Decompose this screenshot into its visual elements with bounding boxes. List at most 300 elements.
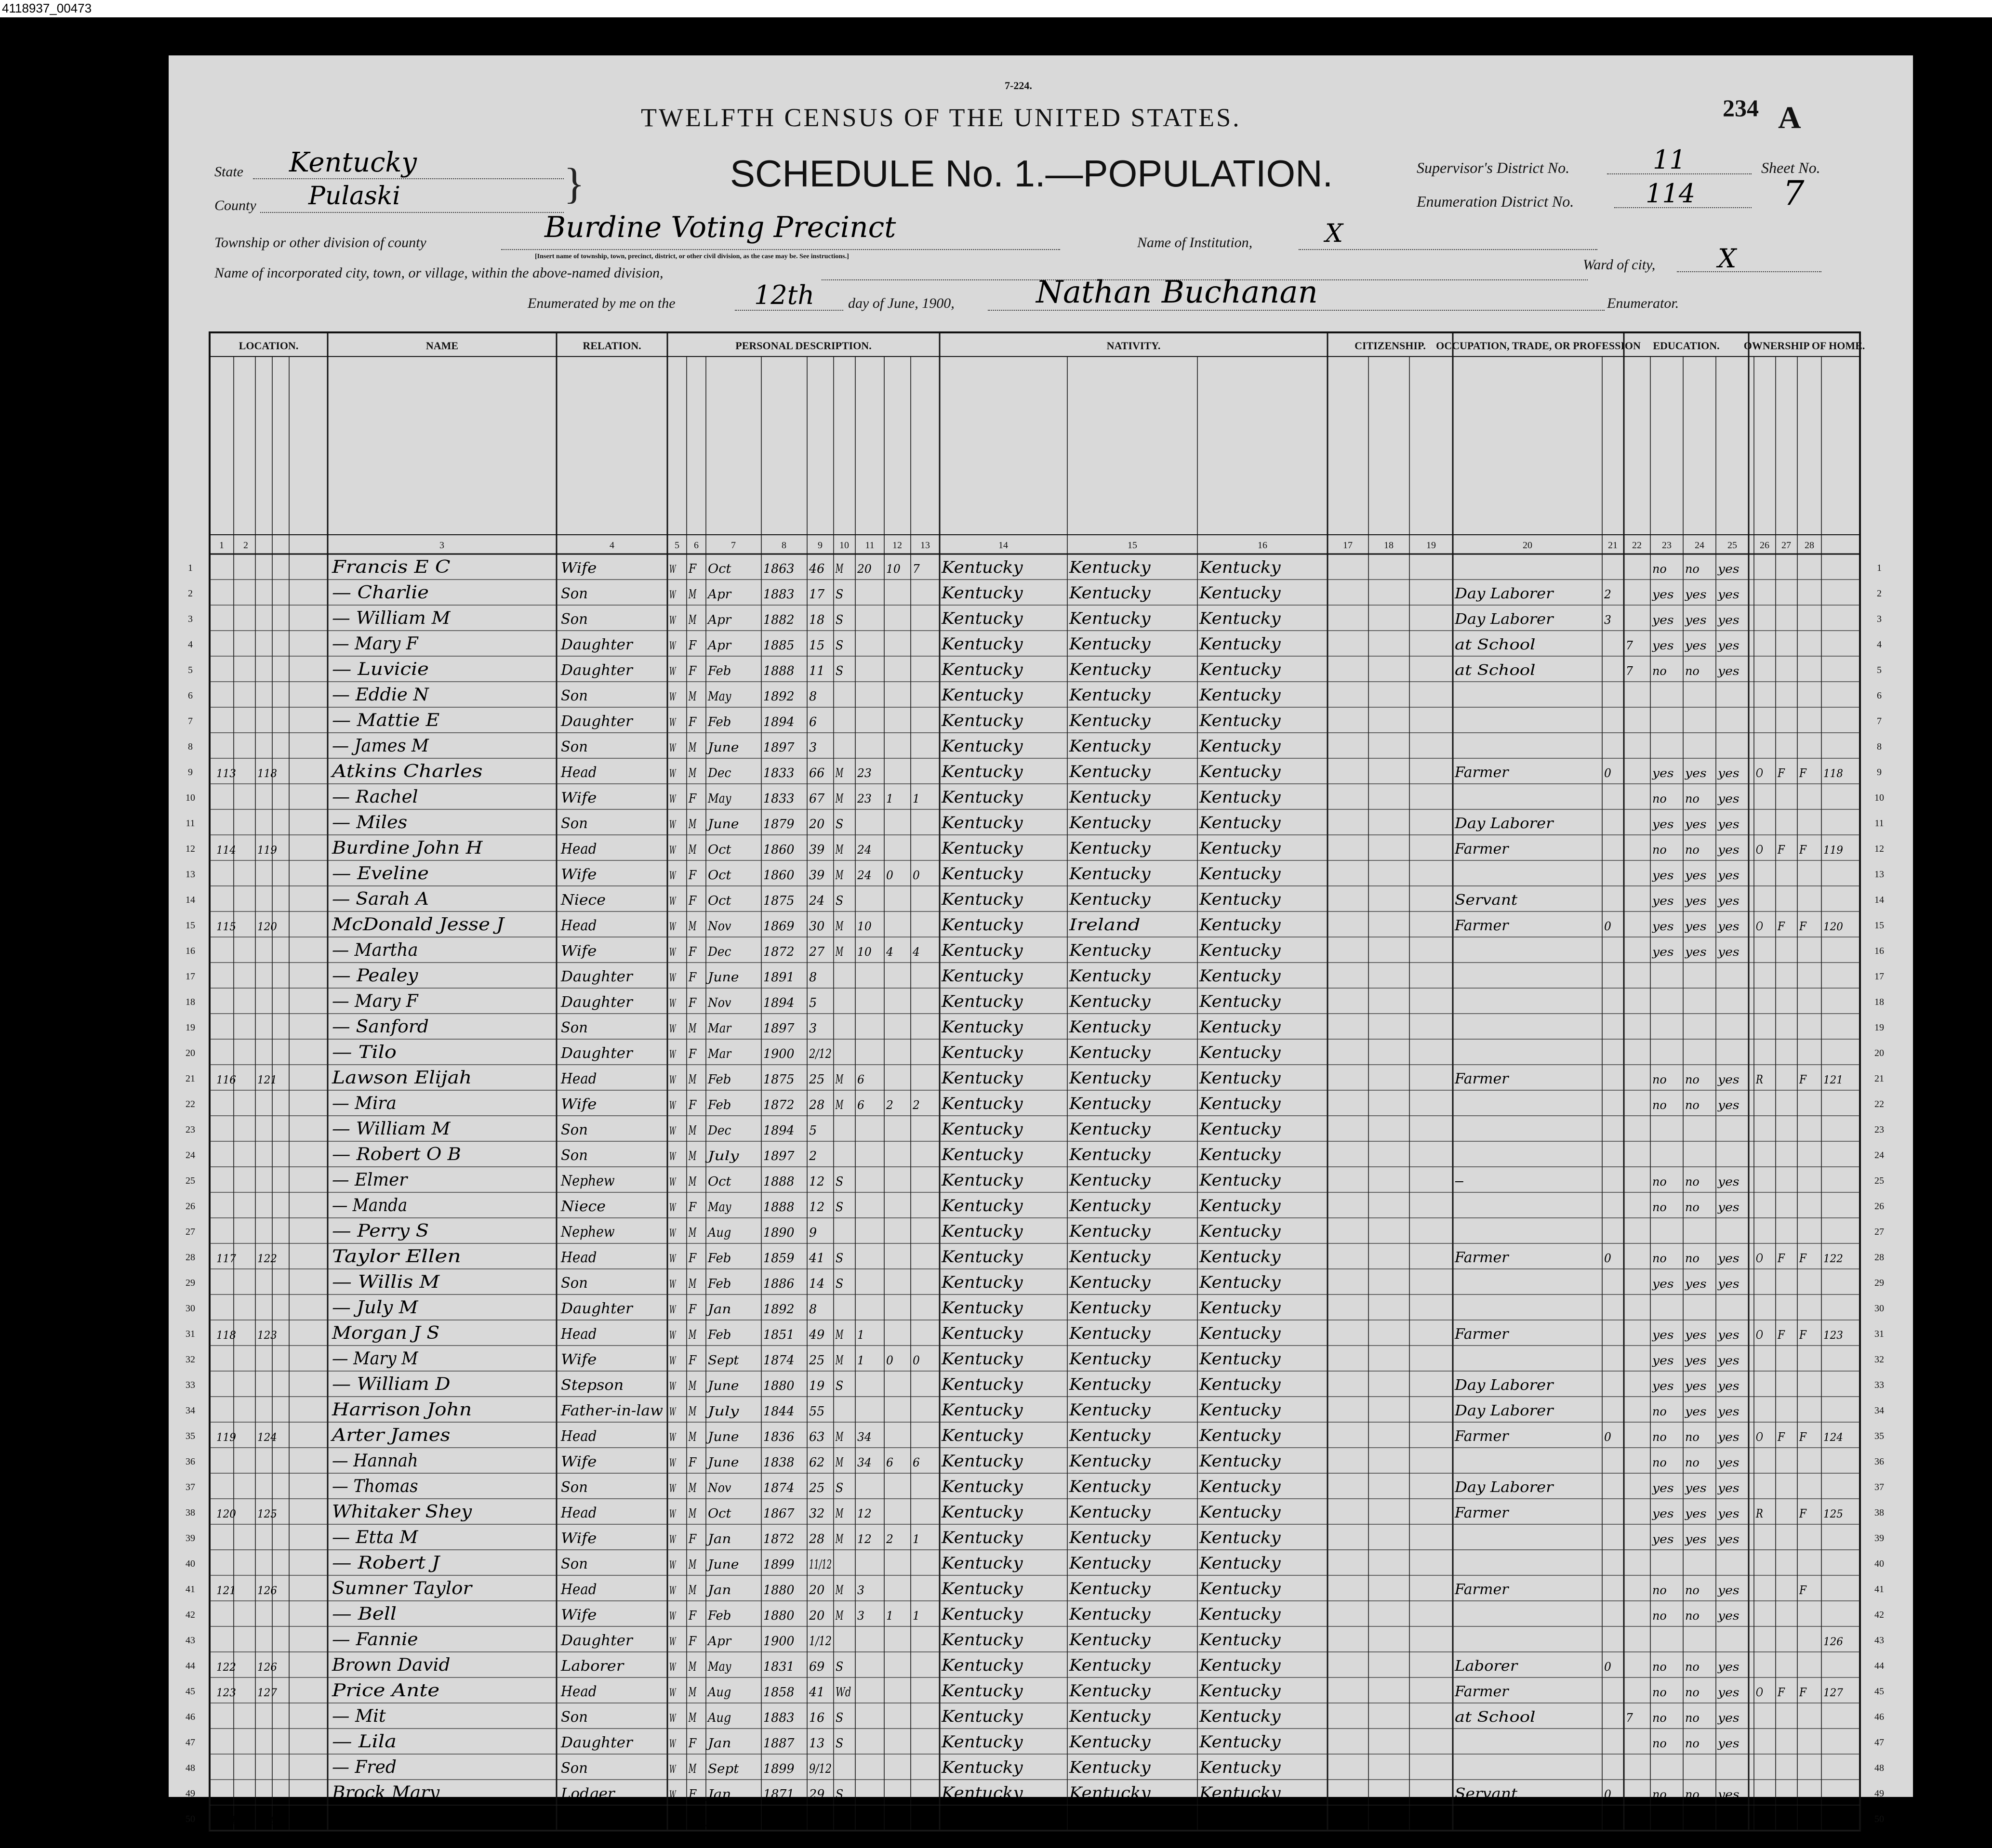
table-cell: 126 [257,1662,277,1674]
schedule-title: SCHEDULE No. 1.—POPULATION. [730,152,1333,195]
table-cell: Kentucky [1068,660,1151,679]
table-cell: Nov [707,919,731,934]
township-note: [Insert name of township, town, precinct, district, or other civil division, as the case may be. See instructions.] [535,253,849,260]
table-cell: Son [561,611,588,628]
table-cell: Wife [561,866,597,883]
row-number: 50 [1874,1814,1884,1824]
table-cell: Kentucky [1068,941,1151,960]
page-letter: A [1778,100,1801,135]
row-number: 34 [1874,1405,1884,1416]
table-cell: Kentucky [1198,1707,1281,1726]
enumerator-value: Nathan Buchanan [1036,275,1318,310]
table-cell: June [705,1430,739,1444]
row-number: 3 [1877,614,1882,624]
table-cell: 119 [1823,845,1843,857]
table-cell: Kentucky [1068,1452,1151,1471]
table-cell: 20 [809,817,825,832]
table-cell: Kentucky [1068,1605,1151,1624]
table-cell: no [1685,1098,1700,1112]
group-title: NAME [425,340,459,352]
table-cell: Nephew [560,1173,615,1189]
census-sheet: 7-224. 234 A TWELFTH CENSUS OF THE UNITED STATES. SCHEDULE No. 1.—POPULATION. State Kentucky County Pulaski } Supervisor's District No. 11 Enumeration District No. 114 Sheet No. 7 Township or other division of county Burdine Voting Precinct [Insert name of township, town, precinct, district, or other civil division, as the case may be. See instructions.] Name of Institution, X Name of incorporated city, town, or village, within the above-named division, Ward of city, X Enumerated by me on the 12th day of June, 1900, Nathan Buchanan Enumerator. LOCATION. NAME RELATION. PERSONAL DESCRIPTION. NATIVITY. CITIZENSHIP. OCCUPATION, TRADE, OR PROFESSION EDUCATION. OWNERSHIP OF HOME. 1 2 3 4 5 6 7 8 9 10 11 12 13 14 15 16 17 18 19 20 21 22 23 24 25 26 27 28 1 1 Francis E C Wife W F Oct 1863 46 M 20 10 7 Kentucky Kentucky Kentucky no no yes 2 2 — Charlie Son W M Apr 1883 17 S Kentucky Kentucky Kentucky Day Laborer 2 yes yes yes 3 3 — William M Son W M Apr 1882 18 S Kentucky Kentucky Kentucky Day Laborer 3 yes yes yes 4 4 — Mary F Daughter W F Apr 1885 15 S Kentucky Kentucky Kentucky at School 7 yes yes yes 5 5 — Luvicie Daughter W F Feb 1888 11 S Kentucky Kentucky Kentucky at School 7 no no yes 6 6 — Eddie N Son W M May 1892 8 Kentucky Kentucky Kentucky 7 7 — Mattie E Daughter W F Feb 1894 6 Kentucky Kentucky Kentucky 8 8 — James M Son W M June 1897 3 Kentucky Kentucky Kentucky 9 9 113 118 Atkins Charles Head W M Dec 1833 66 M 23 Kentucky Kentucky Kentucky Farmer 0 yes yes yes O F F 118 10 10 — Rachel Wife W F May 1833 67 M 23 1 1 Kentucky Kentucky Kentucky no no yes 11 11 — Miles Son W M June 1879 20 S Kentucky Kentucky Kentucky Day Laborer yes yes yes 12 12 114 119 Burdine John H Head W M Oct 1860 39 M 24 Kentucky Kentucky Kentucky Farmer no no yes O F F 119 13 13 — Eveline Wife W F Oct 1860 39 M 24 0 0 Kentucky Kentucky Kentucky yes yes yes 14 14 — Sarah A Niece W F Oct 1875 24 S Kentucky Kentucky Kentucky Servant yes yes yes 15 15 115 120 McDonald Jesse J Head W M Nov 1869 30 M 10 Kentucky Ireland Kentucky Farmer 0 yes yes yes O F F 120 16 16 — Martha Wife W F Dec 1872 27 M 10 4 4 Kentucky Kentucky Kentucky yes yes yes 17 17 — Pealey Daughter W F June 1891 8 Kentucky Kentucky Kentucky 18 18 — Mary F Daughter W F Nov 1894 5 Kentucky Kentucky Kentucky 19 19 — Sanford Son W M Mar 1897 3 Kentucky Kentucky Kentucky 20 20 — Tilo Daughter W F Mar 1900 2/12 Kentucky Kentucky Kentucky 21 21 116 121 Lawson Elijah Head W M Feb 1875 25 M 6 Kentucky Kentucky Kentucky Farmer no no yes R F 121 22 22 — Mira Wife W F Feb 1872 28 M 6 2 2 Kentucky Kentucky Kentucky no no yes 23 23 — William M Son W M Dec 1894 5 Kentucky Kentucky Kentucky 24 24 — Robert O B Son W M July 1897 2 Kentucky Kentucky Kentucky 25 25 — Elmer Nephew W M Oct 1888 12 S Kentucky Kentucky Kentucky — no no yes 26 26 — Manda Niece W F May 1888 12 S Kentucky Kentucky Kentucky no no yes 27 27 — Perry S Nephew W M Aug 1890 9 Kentucky Kentucky Kentucky 28 28 117 122 Taylor Ellen Head W F Feb 1859 41 S Kentucky Kentucky Kentucky Farmer 0 no no yes O F F 122 29 29 — Willis M Son W M Feb 1886 14 S Kentucky Kentucky Kentucky yes yes yes 30 30 — July M Daughter W F Jan 1892 8 Kentucky Kentucky Kentucky 31 31 118 123 Morgan J S Head W M Feb 1851 49 M 1 Kentucky Kentucky Kentucky Farmer yes yes yes O F F 123 32 32 — Mary M Wife W F Sept 1874 25 M 1 0 0 Kentucky Kentucky Kentucky yes yes yes 33 33 — William D Stepson W M June 1880 19 S Kentucky Kentucky Kentucky Day Laborer yes yes yes 34 34 Harrison John Father-in-law W M July 1844 55 Kentucky Kentucky Kentucky Day Laborer no yes yes 35 35 119 124 Arter James Head W M June 1836 63 M 34 Kentucky Kentucky Kentucky Farmer 0 no no yes O F F 124 36 36 — Hannah Wife W F June 1838 62 M 34 6 6 Kentucky Kentucky Kentucky no no yes 37 37 — Thomas Son W M Nov 1874 25 S Kentucky Kentucky Kentucky Day Laborer yes yes yes 38 38 120 125 Whitaker Shey Head W M Oct 1867 32 M 12 Kentucky Kentucky Kentucky Farmer yes yes yes R F 125 39 39 — Etta M Wife W F Jan 1872 28 M 12 2 1 Kentucky Kentucky Kentucky yes yes yes 40 40 — Robert J Son W M June 1899 11/12 Kentucky Kentucky Kentucky 41 41 121 126 Sumner Taylor Head W M Jan 1880 20 M 3 Kentucky Kentucky Kentucky Farmer no no yes F 42 42 — Bell Wife W F Feb 1880 20 M 3 1 1 Kentucky Kentucky Kentucky no no yes 43 43 — Fannie Daughter W F Apr 1900 1/12 Kentucky Kentucky Kentucky 126 44 44 122 126 Brown David Laborer W M May 1831 69 S Kentucky Kentucky Kentucky Laborer 0 no no yes 45 45 123 127 Price Ante Head W M Aug 1858 41 Wd Kentucky Kentucky Kentucky Farmer no no yes O F F 127 46 46 — Mit Son W M Aug 1883 16 S Kentucky Kentucky Kentucky at School 7 no no yes 47 47 — Lila Daughter W F Jan 1887 13 S Kentucky Kentucky Kentucky no no yes 48 48 — Fred Son W M Sept 1899 9/12 Kentucky Kentucky Kentucky 49 49 Brock Mary Lodger W F Jan 1871 29 S Kentucky Kentucky Kentucky Servant 0 no no yes 50 50 124 128 Marion Whitaker Head W M June 1861 39 M Kentucky Kentucky Kentucky Farmer no no yes [169,55,1913,1797]
table-cell: Aug [707,1711,731,1725]
table-cell: Farmer [1454,917,1510,934]
table-cell: Kentucky [1198,1783,1281,1803]
table-cell: July [704,1404,739,1419]
row-number: 45 [186,1686,195,1697]
table-cell: S [836,587,844,602]
table-cell: M [688,1021,697,1036]
table-cell: — Mattie E [332,711,440,730]
table-cell: Wife [561,1351,597,1368]
table-cell: 1 [857,1328,864,1342]
table-cell: W [669,1687,677,1699]
table-cell: M [688,1072,697,1087]
table-cell: Feb [707,715,731,729]
table-cell: at School [1455,662,1536,679]
table-cell: 1892 [763,1302,795,1317]
table-cell: Harrison John [331,1400,472,1420]
table-cell: Kentucky [1198,1298,1281,1318]
table-cell: 23 [857,766,872,780]
table-cell: M [688,1149,697,1163]
table-cell: Kentucky [1198,915,1281,935]
column-number: 13 [920,540,930,551]
population-table [169,55,1913,1828]
table-cell: M [688,1506,697,1521]
table-cell: Wife [561,1607,597,1624]
column-number: 27 [1781,540,1791,551]
table-cell: Kentucky [1198,583,1281,603]
table-cell: Daughter [560,1045,634,1062]
table-cell: Kentucky [1068,1247,1151,1267]
table-cell: 121 [216,1585,236,1597]
table-cell: Atkins Charles [330,762,483,781]
table-cell: 6 [886,1456,893,1469]
table-cell: Kentucky [941,1324,1023,1343]
table-cell: Wife [561,560,597,577]
table-cell: 1886 [763,1277,795,1291]
row-number: 8 [188,741,193,752]
table-cell: 12 [857,1507,872,1520]
table-cell: Daughter [560,662,634,679]
table-cell: Jan [705,1787,731,1802]
table-cell: W [669,1636,677,1648]
table-cell: yes [1717,1354,1740,1367]
table-cell: Daughter [560,1632,634,1649]
table-cell: Son [561,687,588,704]
state-value: Kentucky [289,147,417,178]
row-number: 7 [188,716,193,726]
row-number: 16 [186,946,195,956]
table-cell: Kentucky [941,1732,1023,1752]
column-number: 22 [1632,540,1642,551]
table-cell: Kentucky [941,1222,1023,1241]
table-cell: Farmer [1454,1505,1510,1521]
row-number: 1 [1877,563,1882,573]
table-cell: Kentucky [941,1707,1023,1726]
table-cell: 0 [913,869,920,882]
table-cell: M [688,1558,697,1572]
table-cell: Oct [708,894,731,908]
table-cell: Marion Whitaker [331,1808,494,1828]
column-number: 20 [1523,540,1532,551]
table-cell: O [1756,1252,1764,1265]
table-cell: — William M [332,608,451,628]
table-cell: Son [561,1147,588,1164]
table-cell: W [669,666,677,678]
table-cell: Kentucky [1198,1145,1281,1164]
table-cell: 1831 [763,1660,795,1674]
table-cell: M [835,1532,844,1546]
row-number: 38 [1874,1507,1884,1518]
table-cell: 1871 [763,1787,795,1802]
table-cell: Kentucky [1198,1630,1281,1650]
table-cell: Kentucky [941,711,1023,730]
table-cell: Kentucky [1198,992,1281,1011]
table-cell: 25 [809,1072,825,1087]
table-cell: yes [1684,894,1707,908]
table-cell: Kentucky [1198,1554,1281,1573]
table-cell: no [1685,1073,1700,1086]
table-cell: Head [560,1326,597,1343]
table-cell: Farmer [1454,1249,1510,1266]
table-cell: Jan [705,1736,731,1751]
table-cell: 126 [257,1585,277,1597]
table-cell: 10 [857,945,872,959]
table-cell: 1888 [763,1175,795,1189]
column-number: 8 [782,540,786,551]
table-cell: Kentucky [1068,1579,1151,1598]
table-cell: Kentucky [941,737,1023,756]
table-cell: 123 [216,1687,236,1699]
table-cell: yes [1717,1201,1740,1214]
table-cell: 5 [809,996,817,1010]
table-cell: W [669,845,677,857]
table-cell: S [836,1379,844,1393]
table-cell: Feb [707,1328,731,1342]
row-number: 46 [1874,1712,1884,1722]
table-cell: Kentucky [941,660,1023,679]
table-cell: Kentucky [1198,1400,1281,1420]
table-cell: Farmer [1454,1581,1510,1598]
table-cell: 122 [257,1253,277,1265]
table-cell: 123 [257,1330,277,1342]
table-cell: 125 [257,1508,277,1520]
table-cell: June [705,1455,739,1470]
table-cell: 119 [216,1432,236,1444]
row-number: 9 [1877,767,1882,778]
table-cell: Kentucky [1198,966,1281,986]
table-cell: 69 [809,1660,825,1674]
table-cell: 115 [216,921,236,933]
table-cell: 1860 [763,868,795,883]
row-number: 35 [186,1431,195,1441]
table-cell: yes [1717,639,1740,652]
table-cell: S [836,817,844,832]
table-cell: Oct [708,843,731,857]
table-cell: Kentucky [1068,1528,1151,1547]
table-cell: 55 [809,1404,825,1419]
table-cell: — Pealey [332,966,419,986]
table-cell: Kentucky [941,1273,1023,1292]
table-cell: — Martha [332,940,418,960]
table-cell: yes [1717,818,1740,831]
table-cell: Kentucky [1068,890,1151,909]
table-cell: Kentucky [941,1656,1023,1675]
table-cell: June [705,1558,739,1572]
table-cell: Kentucky [1198,890,1281,909]
table-cell: Dec [707,766,731,780]
column-number: 18 [1384,540,1394,551]
table-cell: W [669,1406,677,1418]
table-cell: 12 [809,1200,825,1214]
table-cell: Kentucky [1068,1707,1151,1726]
table-cell: May [707,1200,731,1214]
table-cell: 62 [809,1455,825,1470]
table-cell: 20 [857,562,872,576]
table-cell: 29 [809,1787,825,1802]
table-cell: Kentucky [941,1196,1023,1215]
table-cell: Kentucky [1198,1375,1281,1394]
table-cell: Kentucky [1198,864,1281,884]
table-cell: 67 [809,792,825,806]
table-cell: Daughter [560,1300,634,1317]
table-cell: F [1777,1430,1786,1444]
table-cell: Farmer [1454,1326,1510,1343]
table-cell: Apr [706,1634,732,1649]
row-number: 40 [186,1558,195,1569]
table-cell: yes [1717,1737,1740,1750]
table-cell: 127 [257,1687,277,1699]
table-cell: 1892 [763,689,795,704]
table-cell: Wife [561,943,597,960]
table-cell: Wife [561,790,597,806]
table-cell: M [688,1404,697,1419]
table-cell: F [1799,1584,1807,1597]
row-number: 1 [188,563,193,573]
table-cell: yes [1717,1379,1740,1393]
table-cell: 122 [1823,1253,1843,1265]
table-cell: Mar [707,1047,732,1061]
table-cell: W [669,615,677,627]
table-cell: 1 [857,1354,864,1367]
table-cell: Son [561,1556,588,1572]
table-cell: 1883 [763,587,795,602]
row-number: 25 [186,1175,195,1186]
row-number: 48 [186,1763,195,1773]
table-cell: Son [561,1019,588,1036]
table-cell: yes [1717,562,1740,576]
table-cell: Jan [705,1583,731,1597]
table-cell: Morgan J S [331,1323,440,1343]
row-number: 22 [1874,1099,1884,1109]
table-cell: Burdine John H [331,838,483,858]
row-number: 24 [186,1150,195,1161]
table-cell: no [1685,1609,1700,1623]
table-cell: Head [560,1505,597,1521]
table-cell: Kentucky [941,1043,1023,1062]
row-number: 10 [186,792,195,803]
table-cell: 1 [886,1609,893,1623]
column-number: 2 [243,540,248,551]
row-number: 19 [186,1022,195,1033]
table-cell: — Mary F [332,991,419,1011]
table-cell: W [669,819,677,831]
table-cell: 41 [809,1685,825,1700]
table-cell: yes [1717,1711,1740,1725]
table-cell: 3 [809,740,817,755]
row-number: 30 [186,1303,195,1314]
table-cell: M [835,1098,844,1112]
table-cell: 18 [809,613,825,627]
table-cell: Nov [707,1481,731,1495]
table-cell: Kentucky [1198,660,1281,679]
table-cell: 27 [809,945,825,959]
table-cell: 8 [809,689,817,704]
table-cell: June [705,1813,739,1827]
table-cell: — Eddie N [332,685,430,705]
table-cell: Kentucky [941,762,1023,781]
column-number: 28 [1805,540,1814,551]
table-cell: 16 [809,1711,825,1725]
table-cell: M [688,919,697,934]
table-cell: yes [1684,1328,1707,1342]
table-cell: Oct [708,868,731,883]
row-number: 24 [1874,1150,1884,1161]
table-cell: M [835,1328,844,1342]
table-cell: M [835,562,844,576]
row-number: 30 [1874,1303,1884,1314]
table-cell: 120 [216,1508,236,1520]
table-cell: Son [561,585,588,602]
table-cell: 66 [809,766,825,780]
table-cell: yes [1717,894,1740,908]
table-cell: 9/12 [809,1762,832,1776]
table-cell: Kentucky [941,992,1023,1011]
table-cell: 20 [809,1583,825,1597]
table-cell: Kentucky [1068,1732,1151,1752]
table-cell: 126 [1823,1636,1843,1648]
table-cell: 1860 [763,843,795,857]
table-cell: Brown David [331,1655,451,1675]
table-cell: M [688,1175,697,1189]
table-cell: 1861 [763,1813,795,1827]
table-cell: Kentucky [941,966,1023,986]
table-cell: W [669,870,677,882]
table-cell: 7 [1626,664,1633,678]
table-cell: 2 [912,1098,920,1112]
row-number: 20 [186,1048,195,1058]
table-cell: yes [1717,1660,1740,1674]
table-cell: yes [1717,1405,1740,1418]
table-cell: Day Laborer [1454,815,1554,832]
table-cell: Kentucky [1198,1452,1281,1471]
table-cell: June [705,1379,739,1393]
table-cell: W [669,1662,677,1674]
table-cell: 9 [809,1226,817,1240]
table-cell: Son [561,1479,588,1496]
row-number: 8 [1877,741,1882,752]
form-number: 7-224. [1005,79,1032,92]
table-cell: M [688,1277,697,1291]
table-cell: Day Laborer [1454,611,1554,628]
township-label: Township or other division of county [214,235,426,251]
table-cell: 25 [809,1353,825,1368]
enum-district-value: 114 [1646,178,1696,209]
table-cell: Kentucky [941,1094,1023,1113]
table-cell: yes [1717,1532,1740,1546]
table-cell: no [1652,1609,1667,1623]
table-cell: 121 [257,1074,277,1086]
table-cell: M [835,945,844,959]
table-cell: yes [1717,1328,1740,1342]
table-cell: W [669,1789,677,1801]
table-cell: yes [1651,894,1674,908]
table-cell: F [1777,843,1786,857]
table-cell: 1844 [763,1404,795,1419]
table-cell: Kentucky [1198,1477,1281,1496]
table-cell: 0 [1604,1660,1611,1674]
row-number: 42 [186,1610,195,1620]
table-cell: Farmer [1454,1683,1510,1700]
table-cell: W [669,1151,677,1163]
table-cell: Kentucky [1068,813,1151,832]
table-cell: Sept [708,1353,740,1368]
table-cell: Feb [707,1098,731,1112]
column-number: 21 [1608,540,1618,551]
table-cell: F [688,715,697,729]
table-cell: yes [1717,1686,1740,1699]
table-cell: yes [1651,1532,1674,1546]
table-cell: Son [561,1709,588,1726]
table-cell: Kentucky [941,1298,1023,1318]
table-cell: F [1799,1686,1807,1699]
column-number: 16 [1258,540,1267,551]
row-number: 14 [186,895,195,905]
table-cell: Kentucky [941,1452,1023,1471]
row-number: 2 [188,588,193,599]
table-cell: W [669,717,677,729]
table-cell: 1 [913,1609,920,1623]
table-cell: S [836,1711,844,1725]
table-cell: 8 [809,970,817,985]
table-cell: 1890 [763,1226,795,1240]
table-cell: 1867 [763,1506,795,1521]
table-cell: 118 [216,1330,236,1342]
table-cell: yes [1717,792,1740,805]
ward-value: X [1718,243,1737,274]
table-cell: Kentucky [1198,711,1281,730]
column-number: 1 [219,540,224,551]
table-cell: yes [1651,945,1674,959]
column-number: 25 [1727,540,1737,551]
table-cell: — Lila [332,1732,397,1752]
table-cell: 6 [857,1098,864,1112]
table-cell: W [669,1534,677,1546]
table-cell: Kentucky [941,1579,1023,1598]
table-cell: Kentucky [1198,1426,1281,1445]
table-cell: Kentucky [1198,1605,1281,1624]
table-cell: W [669,1228,677,1240]
table-cell: yes [1717,588,1740,601]
table-cell: M [688,689,697,704]
table-cell: Daughter [560,713,634,730]
table-cell: M [688,1711,697,1725]
table-cell: Kentucky [941,1809,1023,1828]
table-cell: W [669,1125,677,1137]
table-cell: 124 [257,1432,277,1444]
